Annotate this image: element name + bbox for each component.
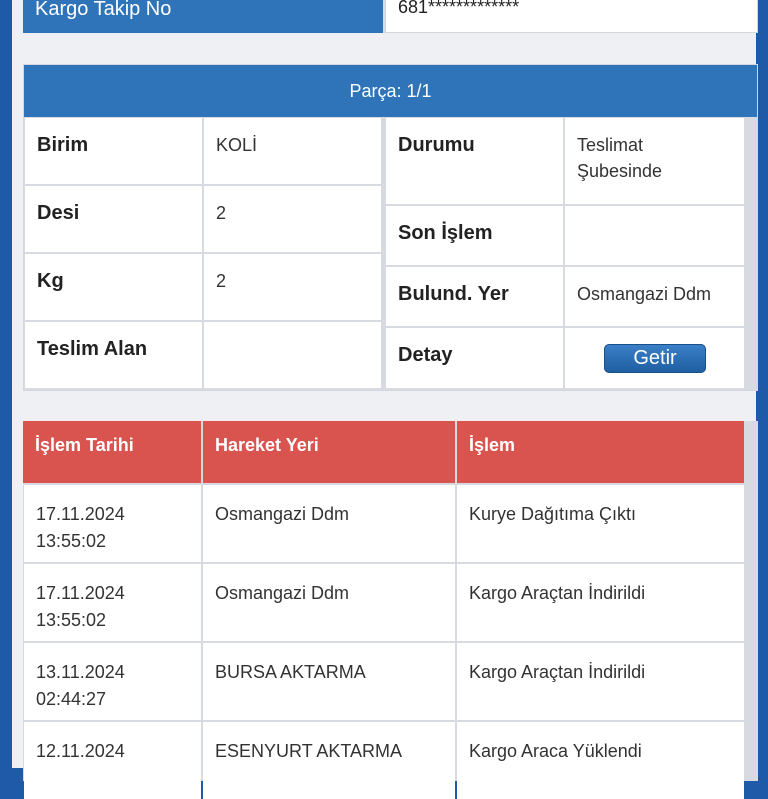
row-date [24,485,201,562]
teslim-alan-value [204,322,381,388]
row-date-day: 13.11.2024 [36,662,125,682]
birim-value: KOLİ [204,118,381,184]
desi-label: Desi [25,186,202,252]
getir-button[interactable]: Getir [604,344,706,373]
parca-header: Parça: 1/1 [24,65,757,117]
son-islem-value [565,206,744,265]
kg-label: Kg [25,254,202,320]
parca-grid [24,117,757,390]
row-action: Kurye Dağıtıma Çıktı [457,485,744,562]
page [12,0,756,768]
movements-table [23,421,758,781]
detay-value [565,328,744,388]
movements-header [23,421,758,483]
durumu-label: Durumu [386,118,563,204]
kg-value: 2 [204,254,381,320]
row-date-time: 13:55:02 [36,610,107,630]
son-islem-label: Son İşlem [386,206,563,265]
birim-label: Birim [25,118,202,184]
row-date-day: 12.11.2024 [36,741,125,761]
row-action: Kargo Araçtan İndirildi [457,643,744,720]
row-place: Osmangazi Ddm [203,485,455,562]
parca-panel [23,64,758,391]
header-islem: İşlem [457,421,744,483]
row-place: ESENYURT AKTARMA [203,722,455,799]
tracking-row [23,0,758,33]
row-date-time: 13:55:02 [36,531,107,551]
row-date [24,643,201,720]
durumu-value: Teslimat Şubesinde [565,118,744,204]
row-date [24,722,201,799]
row-date-day: 17.11.2024 [36,504,125,524]
table-row [23,643,758,720]
table-row [23,722,758,799]
row-place: Osmangazi Ddm [203,564,455,641]
header-islem-tarihi: İşlem Tarihi [23,421,201,483]
row-date [24,564,201,641]
teslim-alan-label: Teslim Alan [25,322,202,388]
row-date-day: 17.11.2024 [36,583,125,603]
tracking-value: 681************* [385,0,758,33]
row-action: Kargo Araca Yüklendi [457,722,744,799]
bulund-yer-label: Bulund. Yer [386,267,563,326]
row-date-time: 02:44:27 [36,689,107,709]
table-row [23,485,758,562]
table-row [23,564,758,641]
row-action: Kargo Araçtan İndirildi [457,564,744,641]
row-place: BURSA AKTARMA [203,643,455,720]
desi-value: 2 [204,186,381,252]
header-hareket-yeri: Hareket Yeri [203,421,455,483]
bulund-yer-value: Osmangazi Ddm [565,267,744,326]
tracking-label: Kargo Takip No [23,0,383,33]
detay-label: Detay [386,328,563,388]
